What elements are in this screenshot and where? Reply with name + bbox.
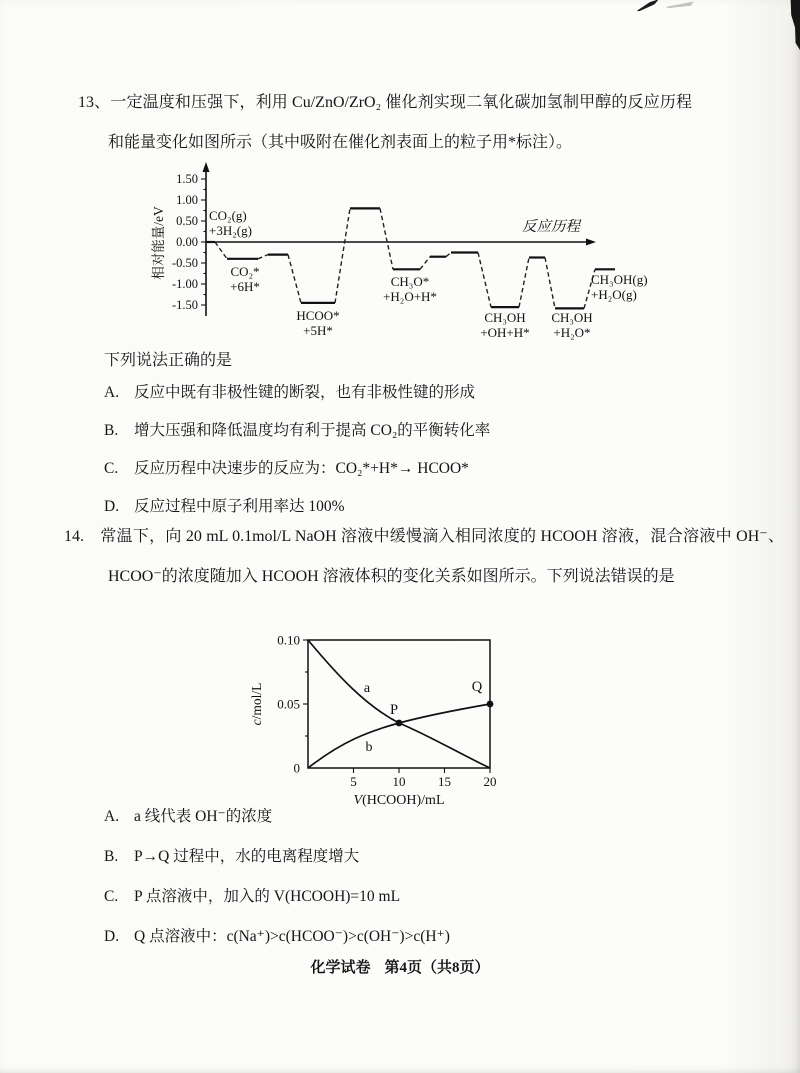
footer-page-number: 第4页（共8页） xyxy=(384,960,490,976)
q14-option-d xyxy=(104,926,664,948)
q14-option-d-label: D. xyxy=(104,928,120,945)
svg-text:1.00: 1.00 xyxy=(176,193,198,207)
q14-option-c-label: C. xyxy=(104,888,119,905)
q13-stem xyxy=(78,83,692,163)
label-ch3ohg-h2og: CH₃OH(g) +H₂O(g) xyxy=(591,272,648,302)
label-ch3oh-oh-h: CH₃OH +OH+H* xyxy=(480,310,530,340)
y-axis-title: c/mol/L xyxy=(249,682,264,726)
y-axis-arrow-icon xyxy=(203,162,210,172)
x-axis-title: 反应历程 xyxy=(522,219,580,235)
q13-option-b-text: 增大压强和降低温度均有利于提高 CO₂的平衡转化率 xyxy=(134,422,491,439)
q14-option-b xyxy=(104,846,664,868)
curve-b-label: b xyxy=(365,740,373,755)
q13-option-a xyxy=(104,382,664,404)
energy-profile-svg xyxy=(148,158,648,358)
svg-text:0.10: 0.10 xyxy=(277,632,300,648)
q14-option-a-text: a 线代表 OH⁻的浓度 xyxy=(134,808,273,825)
y-axis-title: 相对能量/eV xyxy=(151,206,166,280)
q13-number: 13、 xyxy=(78,94,111,111)
svg-text:0.50: 0.50 xyxy=(176,214,198,228)
q13-option-b xyxy=(104,420,664,442)
q14-options xyxy=(104,806,664,948)
q13-option-d-label: D. xyxy=(104,498,120,515)
svg-text:5: 5 xyxy=(350,774,357,789)
x-axis-title: V(HCOOH)/mL xyxy=(353,793,445,808)
svg-text:0: 0 xyxy=(293,760,300,776)
curve-a-label: a xyxy=(363,681,371,696)
label-hcoo-5h: HCOO* +5H* xyxy=(296,308,340,338)
q14-option-a-label: A. xyxy=(104,808,120,825)
q14-option-c xyxy=(104,886,664,908)
y-axis-tick-labels xyxy=(277,633,300,776)
label-co2ads-6h: CO₂* +6H* xyxy=(230,264,260,294)
scan-artifact-pen-mark xyxy=(636,0,661,12)
titration-figure xyxy=(246,628,516,810)
q13-prompt: 下列说法正确的是 xyxy=(104,352,233,369)
svg-text:15: 15 xyxy=(438,774,451,789)
titration-svg xyxy=(246,628,516,810)
energy-profile-figure xyxy=(148,158,648,358)
q14-stem xyxy=(64,517,784,597)
q13-option-b-label: B. xyxy=(104,422,119,439)
svg-text:-0.50: -0.50 xyxy=(171,256,198,270)
label-ch3o-h2o-h: CH₃O* +H₂O+H* xyxy=(383,274,437,304)
svg-text:-1.50: -1.50 xyxy=(171,298,198,312)
x-axis-arrow-icon xyxy=(586,239,596,246)
point-q-label: Q xyxy=(471,679,483,695)
y-axis-tick-labels xyxy=(172,172,198,312)
scan-artifact-corner xyxy=(789,0,800,50)
x-axis-tick-labels xyxy=(350,774,496,789)
q13-option-a-label: A. xyxy=(104,384,120,401)
q13-stem-text: 一定温度和压强下，利用 Cu/ZnO/ZrO₂ 催化剂实现二氧化碳加氢制甲醇的反应历程和能量变化如图所示（其中吸附在催化剂表面上的粒子用*标注）。 xyxy=(108,94,692,151)
svg-text:1.50: 1.50 xyxy=(176,172,198,186)
point-q xyxy=(487,701,494,708)
q13-option-c-text: 反应历程中决速步的反应为：CO₂*+H*→ HCOO* xyxy=(134,460,469,477)
q13-options xyxy=(104,382,664,518)
svg-text:10: 10 xyxy=(392,774,406,789)
label-co2g-3h2g: CO₂(g) +3H₂(g) xyxy=(209,208,252,238)
svg-text:-1.00: -1.00 xyxy=(171,277,198,291)
curve-b xyxy=(308,704,490,768)
q14-option-d-text: Q 点溶液中：c(Na⁺)>c(HCOO⁻)>c(OH⁻)>c(H⁺) xyxy=(134,928,450,945)
svg-text:0.00: 0.00 xyxy=(176,235,198,249)
q13-option-c xyxy=(104,458,664,480)
q13-option-d xyxy=(104,496,664,518)
svg-text:0.05: 0.05 xyxy=(277,696,300,712)
q14-option-a xyxy=(104,806,664,828)
q14-stem-text: 常温下，向 20 mL 0.1mol/L NaOH 溶液中缓慢滴入相同浓度的 HCOOH 溶液，混合溶液中 OH⁻、HCOO⁻的浓度随加入 HCOOH 溶液体积的变化关系如图所示。下列说法错误的是 xyxy=(100,528,784,585)
q13-option-c-label: C. xyxy=(104,460,119,477)
footer-doc-title: 化学试卷 xyxy=(310,960,371,976)
q14-option-b-label: B. xyxy=(104,848,119,865)
point-p xyxy=(396,720,403,727)
q13-option-a-text: 反应中既有非极性键的断裂，也有非极性键的形成 xyxy=(134,384,476,401)
label-ch3oh-h2o: CH₃OH +H₂O* xyxy=(551,310,593,340)
point-p-label: P xyxy=(389,702,399,718)
scan-artifact-pen-mark-faint xyxy=(666,2,694,9)
page-footer xyxy=(0,956,800,977)
q14-option-b-text: P→Q 过程中，水的电离程度增大 xyxy=(134,848,360,865)
q13-option-d-text: 反应过程中原子利用率达 100% xyxy=(134,498,345,515)
q14-number: 14. xyxy=(64,528,84,545)
svg-text:20: 20 xyxy=(483,774,497,789)
q14-option-c-text: P 点溶液中，加入的 V(HCOOH)=10 mL xyxy=(134,888,401,905)
